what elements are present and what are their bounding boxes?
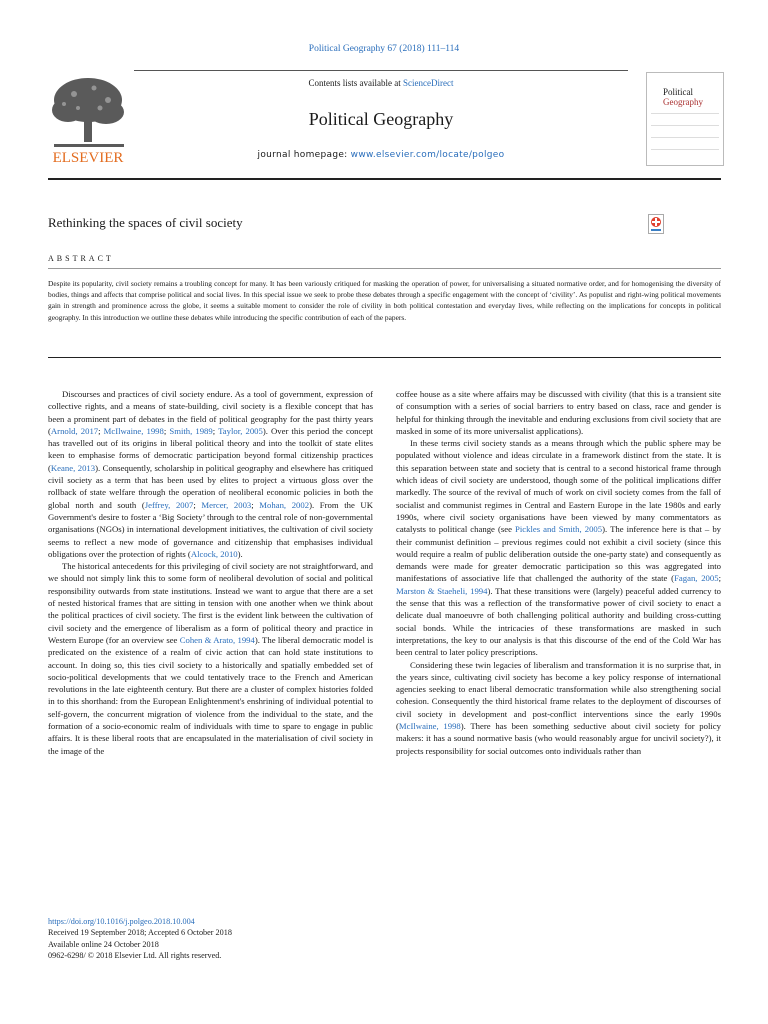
journal-citation-link[interactable]: Political Geography 67 (2018) 111–114	[308, 44, 460, 54]
paragraph	[48, 560, 373, 757]
text-run: ). Over this period the concept has travelled out of its origins in liberal political theory and into the toolkit of state elites keen to emphasise forms of democratic participation beyond formal citizenship practices (	[48, 425, 373, 473]
text-run: In these terms civil society stands as a means through which the public sphere may be populated without violence and ideas circulate in a framework distinct from the state. It is this separation between state and society that is central to a second historical frame through which ideas of civil society are understood, though some of the political implications differ markedly. The source of the revival of much of work on civil society comes from the fall of socialist and communist regimes in Central and Eastern Europe in the late 1980s and early 1990s, where civil society organisations have been viewed by many commentators as catalysts to political change (see	[396, 438, 721, 535]
text-run: The historical antecedents for this privileging of civil society are not straightforward, and we should not simply link this to some form of neoliberal devolution of social and political responsibility outwards from state institutions. Instead we want to argue that there are a set of nested historical frames that are sitting in tension with one another when we think about the political practices of civil society. The first is the evident link between the cultivation of civil society and the emergence of liberalism as a form of political theory and practice in Western Europe (for an overview see	[48, 561, 373, 645]
body-column-right	[396, 388, 721, 757]
contents-prefix: Contents lists available at	[308, 78, 403, 88]
reference-link[interactable]: Jeffrey, 2007	[144, 499, 194, 510]
text-run: Discourses and practices of civil society endure. As a tool of government, expression of collective rights, and a means of state-building, civil society is a flexible concept that has been a prominent part of debates in the field of political geography for the past thirty years (	[48, 389, 373, 436]
reference-link[interactable]: Smith, 1989	[169, 425, 213, 436]
homepage-link[interactable]: www.elsevier.com/locate/polgeo	[350, 150, 505, 160]
text-run: ;	[251, 499, 260, 510]
reference-link[interactable]: Mohan, 2002	[259, 499, 310, 510]
homepage-prefix: journal homepage:	[257, 150, 351, 160]
text-run: ). That these transitions were (largely) peaceful added currency to the sense that this was a reflection of the transformative power of civil society to enact a delicate dual manoeuvre of both challenging political authority and building cross-cutting social bonds. While the intricacies of these transformations are masked in such interpretations, the key to our analysis is that this discourse of the end of the Cold War has been central to later policy prescriptions.	[396, 585, 721, 658]
abstract-rule-bottom	[48, 357, 721, 358]
reference-link[interactable]: Mercer, 2003	[201, 499, 252, 510]
cover-title-line1: Political	[663, 87, 693, 97]
copyright: 0962-6298/ © 2018 Elsevier Ltd. All rights reserved.	[48, 951, 222, 961]
tree-icon	[48, 74, 128, 166]
text-run: ). The inference here is that – by their communist definition – previous regimes could not exhibit a civil society (since this would require a realm of public deliberation outside the one-party state) and consequently as demands were made for greater democratic participation so this was aggregated into manifestations of associative life that challenged the authority of the state (	[396, 524, 722, 584]
sciencedirect-link[interactable]: ScienceDirect	[403, 78, 454, 88]
text-run: ). From the UK Government's desire to foster a ‘Big Society’ through to the central role of non-governmental organisations (NGOs) in international development initiatives, the cultivation of civil society seems to reflect a new mode of governance and citizenship that emphasises individual obligations over the protection of rights (	[48, 499, 373, 559]
text-run: ). Consequently, scholarship in political geography and elsewhere has critiqued civil society as a term that has been used by elites to project a virtuous gloss over the rollback of state welfare through the operation of neoliberal economic policies in both the global north and south (	[48, 462, 374, 510]
article-footer	[48, 916, 232, 962]
cover-rule	[651, 137, 719, 138]
text-run: ). There has been something seductive about civil society for policy makers: it has a sound normative basis (who would reasonably argue for uncivil society?), it projects responsibility for social outcomes onto individuals rather than	[396, 721, 721, 756]
reference-link[interactable]: Keane, 2013	[50, 462, 96, 473]
text-run: ;	[193, 499, 202, 510]
available-online: Available online 24 October 2018	[48, 939, 159, 949]
reference-link[interactable]: Alcock, 2010	[190, 548, 238, 559]
cover-rule	[651, 149, 719, 150]
article-title: Rethinking the spaces of civil society	[48, 215, 243, 230]
reference-link[interactable]: Taylor, 2005	[218, 425, 263, 436]
reference-link[interactable]: Cohen & Arato, 1994	[179, 634, 255, 645]
reference-link[interactable]: McIlwaine, 1998	[398, 721, 461, 732]
elsevier-logo[interactable]	[48, 74, 128, 166]
journal-title: Political Geography	[308, 109, 454, 129]
journal-homepage	[134, 150, 628, 160]
body-column-left	[48, 388, 373, 757]
reference-link[interactable]: Arnold, 2017	[50, 425, 99, 436]
reference-link[interactable]: McIlwaine, 1998	[103, 425, 164, 436]
abstract-rule-top	[48, 268, 721, 269]
crossmark-icon[interactable]	[648, 214, 664, 234]
paragraph	[396, 388, 721, 437]
text-run: ;	[98, 425, 104, 436]
paragraph	[48, 388, 373, 560]
contents-available	[134, 78, 628, 88]
text-run: Considering these twin legacies of liberalism and transformation it is no surprise that, in the years since, cultivating civil society has become a key policy response of international agencies seeking to enact liberal democratic transformation while also strengthening social cohesion. Consequently the third historical frame relates to the deployment of discourses of civil society in development and post-conflict interventions since the early 1990s (	[396, 659, 721, 732]
text-run: coffee house as a site where affairs may be discussed with civility (that this is a transient site of consumption with a series of social barriers to entry based on class, race and gender is helpful for thinking through the inevitable and enduring exclusions from civil society that are masked in some of its more universalist applications).	[396, 389, 721, 436]
text-run: ;	[718, 573, 722, 584]
reference-link[interactable]: Fagan, 2005	[674, 573, 719, 584]
paragraph	[396, 437, 721, 658]
publisher-logo-text: ELSEVIER	[52, 150, 124, 166]
reference-link[interactable]: Pickles and Smith, 2005	[515, 524, 603, 535]
text-run: ). The liberal democratic model is predicated on the existence of a realm of civic action that can hold state institutions to account. In doing so, this ties civil society to a historically and spatially embedded set of socio-political developments that we could tentatively trace to the French and American revolutions in the late eighteenth century. But there are a cluster of complex histories folded in to this shorthand: from the European Enlightenment's enshrining of individual potential to self-govern, the concurrent migration of violence from the individual to the state, and the formation of a socio-economic realm of individuals with time to spare to engage in public affairs. It is these liberal roots that are encapsulated in the materialisation of civil society in the image of the	[48, 634, 373, 756]
received-dates: Received 19 September 2018; Accepted 6 October 2018	[48, 928, 232, 938]
cover-title	[663, 87, 703, 107]
doi-link[interactable]: https://doi.org/10.1016/j.polgeo.2018.10.004	[48, 917, 195, 926]
reference-link[interactable]: Marston & Staeheli, 1994	[396, 585, 488, 596]
journal-cover-thumbnail[interactable]	[646, 72, 724, 166]
text-run: ).	[237, 548, 243, 559]
text-run: ;	[212, 425, 219, 436]
header-top-rule	[134, 70, 628, 71]
abstract-label: ABSTRACT	[48, 254, 114, 263]
cover-rule	[651, 125, 719, 126]
paragraph	[396, 659, 721, 757]
cover-rule	[651, 113, 719, 114]
header-rule	[48, 178, 721, 180]
text-run: ;	[163, 425, 170, 436]
abstract-text: Despite its popularity, civil society remains a troubling concept for many. It has been variously critiqued for masking the operation of power, for universalising a situated normative order, and for homogenising the diversity of bodies, things and affects that comprise political and social lives. In this special issue we seek to probe these debates through a specific engagement with the concept of ‘civility’. As populist and right-wing political movements gain in strength and prominence across the globe, it seems a suitable moment to consider the role of civility in both political contestation and everyday lives, while reflecting on the implications for concepts in political geography. In this introduction we outline these debates while introducing the specific contribution of each of the papers.	[48, 279, 721, 322]
cover-title-line2: Geography	[663, 97, 703, 107]
